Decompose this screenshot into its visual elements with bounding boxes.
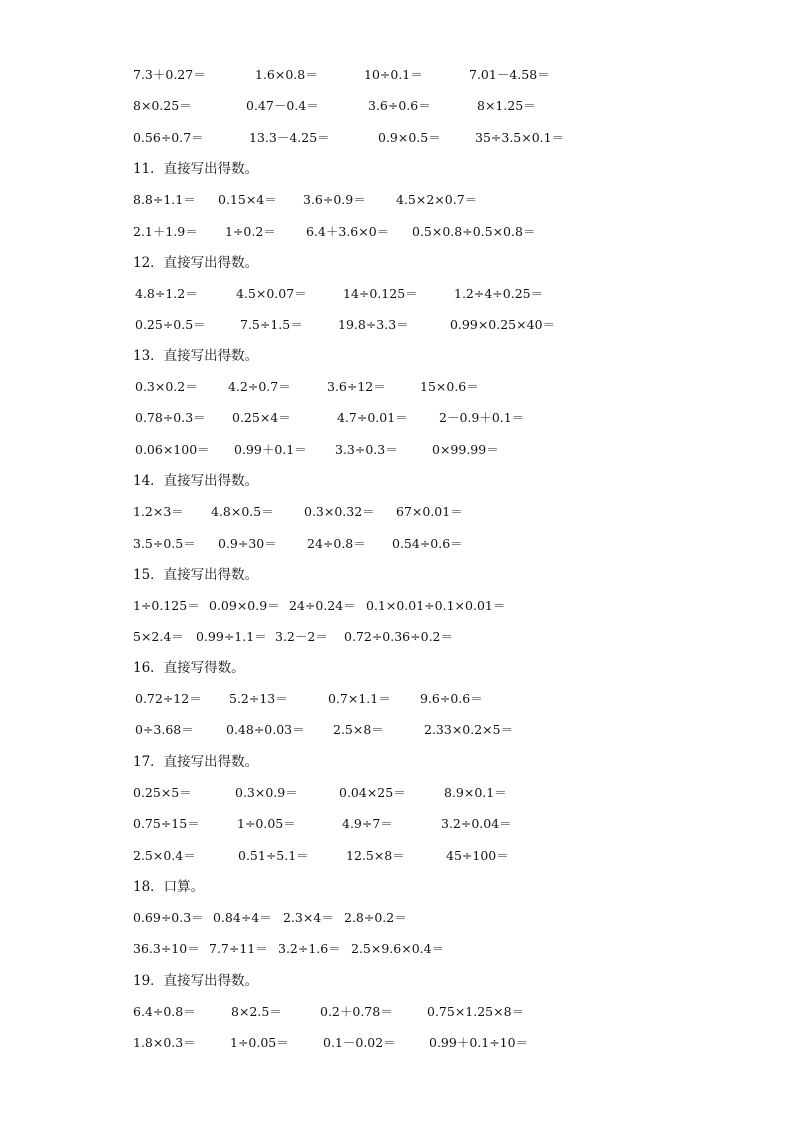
problem: 2.1＋1.9＝ [133, 224, 198, 239]
problem: 0.48÷0.03＝ [226, 722, 305, 737]
problem: 0.9÷30＝ [218, 536, 277, 551]
problem: 1.2÷4÷0.25＝ [454, 286, 544, 301]
problem: 8.8÷1.1＝ [133, 192, 196, 207]
problem-row [0, 377, 794, 397]
problem: 8.9×0.1＝ [444, 785, 507, 800]
problem: 0.5×0.8÷0.5×0.8＝ [412, 224, 536, 239]
problem-row [0, 222, 794, 242]
problem: 4.2÷0.7＝ [228, 379, 291, 394]
problem: 0.56÷0.7＝ [133, 130, 204, 145]
section-heading: 11．直接写出得数。 [133, 161, 259, 177]
problem: 3.2－2＝ [275, 629, 328, 644]
problem: 2.5×0.4＝ [133, 848, 196, 863]
problem: 0.3×0.2＝ [135, 379, 198, 394]
section-heading: 15．直接写出得数。 [133, 567, 259, 583]
problem: 0.1－0.02＝ [323, 1035, 396, 1050]
problem: 0×99.99＝ [432, 442, 499, 457]
problem: 4.5×0.07＝ [236, 286, 307, 301]
problem: 4.8÷1.2＝ [135, 286, 198, 301]
problem-row [0, 315, 794, 335]
problem: 0.78÷0.3＝ [135, 410, 206, 425]
problem: 2.8÷0.2＝ [344, 910, 407, 925]
problem: 1÷0.125＝ [133, 598, 200, 613]
problem: 2.5×8＝ [333, 722, 384, 737]
problem: 7.01－4.58＝ [469, 67, 550, 82]
problem-row [0, 65, 794, 85]
problem: 3.2÷0.04＝ [441, 816, 512, 831]
problem: 0.3×0.9＝ [235, 785, 298, 800]
problem: 1÷0.05＝ [237, 816, 296, 831]
problem: 4.7÷0.01＝ [337, 410, 408, 425]
problem-row [0, 96, 794, 116]
problem: 0.04×25＝ [339, 785, 406, 800]
problem: 0.25÷0.5＝ [135, 317, 206, 332]
problem: 0÷3.68＝ [135, 722, 194, 737]
problem: 3.6÷0.6＝ [368, 98, 431, 113]
problem: 0.54÷0.6＝ [392, 536, 463, 551]
problem-row [0, 1033, 794, 1053]
problem: 2.3×4＝ [283, 910, 334, 925]
problem-row [0, 534, 794, 554]
problem: 0.47－0.4＝ [246, 98, 319, 113]
problem: 36.3÷10＝ [133, 941, 200, 956]
problem: 3.6÷0.9＝ [303, 192, 366, 207]
problem: 0.2＋0.78＝ [320, 1004, 393, 1019]
problem-row [0, 814, 794, 834]
problem: 0.99×0.25×40＝ [450, 317, 556, 332]
problem: 67×0.01＝ [396, 504, 463, 519]
problem: 0.84÷4＝ [213, 910, 272, 925]
problem: 4.5×2×0.7＝ [396, 192, 478, 207]
problem: 4.8×0.5＝ [211, 504, 274, 519]
problem: 19.8÷3.3＝ [338, 317, 409, 332]
problem: 0.25×5＝ [133, 785, 192, 800]
problem: 6.4÷0.8＝ [133, 1004, 196, 1019]
problem: 0.25×4＝ [232, 410, 291, 425]
problem: 3.2÷1.6＝ [278, 941, 341, 956]
problem: 4.9÷7＝ [342, 816, 393, 831]
problem: 13.3－4.25＝ [249, 130, 330, 145]
problem-row [0, 596, 794, 616]
problem: 0.15×4＝ [218, 192, 277, 207]
problem-row [0, 689, 794, 709]
problem: 24÷0.24＝ [289, 598, 356, 613]
problem: 0.99＋0.1÷10＝ [429, 1035, 529, 1050]
problem: 0.3×0.32＝ [304, 504, 375, 519]
problem-row [0, 128, 794, 148]
problem: 10÷0.1＝ [364, 67, 423, 82]
problem: 3.5÷0.5＝ [133, 536, 196, 551]
problem-row [0, 408, 794, 428]
problem: 1.2×3＝ [133, 504, 184, 519]
problem: 7.5÷1.5＝ [240, 317, 303, 332]
problem: 0.1×0.01÷0.1×0.01＝ [366, 598, 506, 613]
problem: 0.75÷15＝ [133, 816, 200, 831]
problem-row [0, 846, 794, 866]
problem: 0.99÷1.1＝ [196, 629, 267, 644]
problem: 1.6×0.8＝ [255, 67, 318, 82]
section-heading: 17．直接写出得数。 [133, 754, 259, 770]
problem: 7.7÷11＝ [209, 941, 268, 956]
problem: 0.7×1.1＝ [328, 691, 391, 706]
problem-row [0, 908, 794, 928]
problem: 8×1.25＝ [477, 98, 536, 113]
problem: 8×0.25＝ [133, 98, 192, 113]
problem: 14÷0.125＝ [343, 286, 418, 301]
problem-row [0, 720, 794, 740]
section-heading: 13．直接写出得数。 [133, 348, 259, 364]
problem: 0.72÷0.36÷0.2＝ [344, 629, 453, 644]
section-heading: 12．直接写出得数。 [133, 255, 259, 271]
problem: 1.8×0.3＝ [133, 1035, 196, 1050]
problem: 1÷0.2＝ [225, 224, 276, 239]
problem: 9.6÷0.6＝ [420, 691, 483, 706]
problem: 12.5×8＝ [346, 848, 405, 863]
problem: 0.99＋0.1＝ [234, 442, 307, 457]
problem-row [0, 939, 794, 959]
problem: 3.3÷0.3＝ [335, 442, 398, 457]
problem: 7.3＋0.27＝ [133, 67, 206, 82]
problem-row [0, 627, 794, 647]
section-heading: 18．口算。 [133, 879, 205, 895]
problem: 3.6÷12＝ [327, 379, 386, 394]
problem: 2.33×0.2×5＝ [424, 722, 514, 737]
problem: 0.51÷5.1＝ [238, 848, 309, 863]
problem: 0.09×0.9＝ [209, 598, 280, 613]
problem-row [0, 284, 794, 304]
problem: 45÷100＝ [446, 848, 509, 863]
problem-row [0, 1002, 794, 1022]
problem: 5×2.4＝ [133, 629, 184, 644]
problem: 0.75×1.25×8＝ [427, 1004, 525, 1019]
problem: 2.5×9.6×0.4＝ [351, 941, 445, 956]
problem: 24÷0.8＝ [307, 536, 366, 551]
section-heading: 19．直接写出得数。 [133, 973, 259, 989]
problem-row [0, 190, 794, 210]
problem: 0.06×100＝ [135, 442, 210, 457]
problem: 1÷0.05＝ [230, 1035, 289, 1050]
section-heading: 16．直接写得数。 [133, 660, 245, 676]
section-heading: 14．直接写出得数。 [133, 473, 259, 489]
problem-row [0, 440, 794, 460]
problem: 0.72÷12＝ [135, 691, 202, 706]
problem: 15×0.6＝ [420, 379, 479, 394]
problem: 35÷3.5×0.1＝ [475, 130, 565, 145]
problem-row [0, 783, 794, 803]
problem: 0.69÷0.3＝ [133, 910, 204, 925]
problem: 6.4＋3.6×0＝ [306, 224, 390, 239]
problem: 0.9×0.5＝ [378, 130, 441, 145]
problem: 8×2.5＝ [231, 1004, 282, 1019]
problem-row [0, 502, 794, 522]
problem: 5.2÷13＝ [229, 691, 288, 706]
problem: 2－0.9＋0.1＝ [439, 410, 525, 425]
